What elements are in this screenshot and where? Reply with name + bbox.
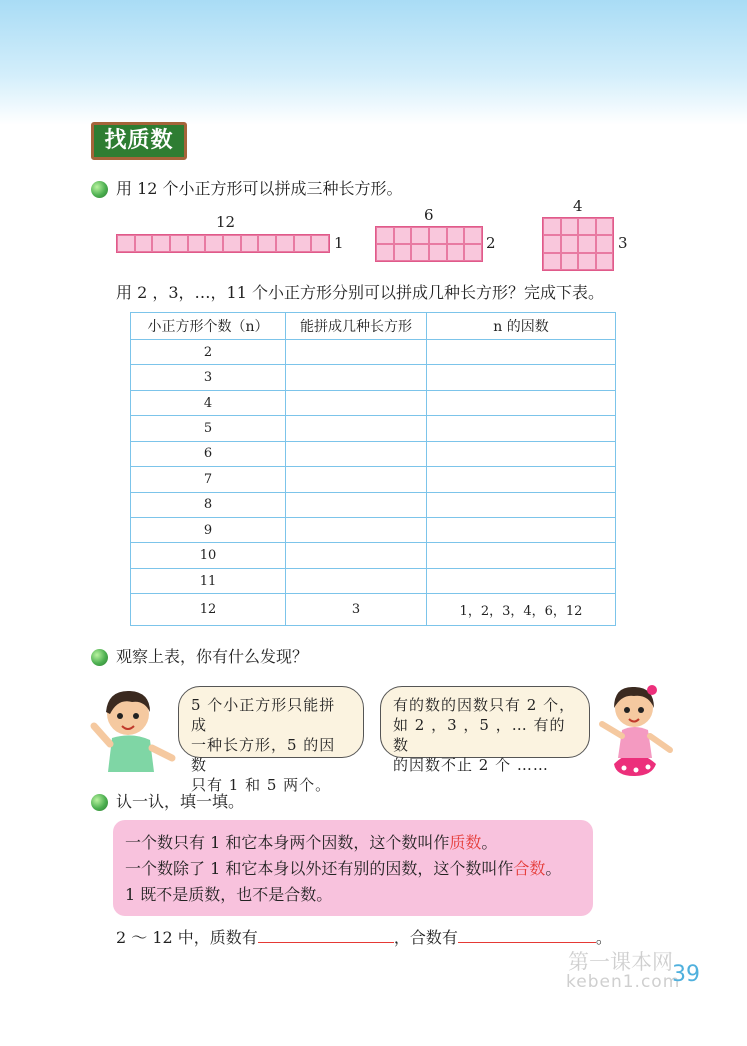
table-cell-factors[interactable] bbox=[427, 390, 616, 415]
table-row bbox=[131, 416, 616, 441]
girl-bubble-line: 的因数不止 2 个 …… bbox=[393, 756, 549, 774]
unit-square bbox=[596, 218, 614, 235]
unit-square bbox=[223, 235, 241, 252]
header-n: 小正方形个数（n） bbox=[131, 313, 286, 340]
header-band bbox=[0, 0, 747, 125]
unit-square bbox=[152, 235, 170, 252]
table-cell-count[interactable] bbox=[286, 492, 427, 517]
unit-square bbox=[596, 253, 614, 270]
fill-in-line: 2 ～ 12 中，质数有 ，合数有 。 bbox=[116, 928, 612, 947]
header-count: 能拼成几种长方形 bbox=[286, 313, 427, 340]
rectangle-12x1 bbox=[116, 234, 330, 253]
table-cell-count[interactable] bbox=[286, 365, 427, 390]
unit-square bbox=[447, 244, 465, 261]
intro-text: 用 12 个小正方形可以拼成三种长方形。 bbox=[116, 179, 403, 198]
observe-prompt: 观察上表，你有什么发现？ bbox=[116, 647, 309, 666]
unit-square bbox=[376, 244, 394, 261]
unit-square bbox=[429, 244, 447, 261]
table-cell-count[interactable] bbox=[286, 390, 427, 415]
factor-table bbox=[130, 312, 616, 626]
watermark-cn: 第一课本网 bbox=[568, 950, 673, 974]
unit-square bbox=[561, 253, 579, 270]
rect-b-top-label: 6 bbox=[424, 206, 434, 224]
green-bullet-icon bbox=[91, 181, 108, 198]
table-cell-count[interactable] bbox=[286, 467, 427, 492]
rect-a-top-label: 12 bbox=[216, 213, 236, 231]
boy-bubble-line: 只有 1 和 5 两个。 bbox=[191, 776, 332, 794]
table-row bbox=[131, 492, 616, 517]
table-cell-factors[interactable] bbox=[427, 492, 616, 517]
definition-one: 1 既不是质数，也不是合数。 bbox=[125, 885, 333, 904]
unit-square bbox=[170, 235, 188, 252]
rectangle-6x2 bbox=[375, 226, 483, 262]
rect-c-top-label: 4 bbox=[573, 197, 583, 215]
table-cell-count[interactable] bbox=[286, 441, 427, 466]
table-cell-n: 11 bbox=[131, 568, 286, 593]
table-cell-n: 9 bbox=[131, 517, 286, 542]
unit-square bbox=[447, 227, 465, 244]
definition-box bbox=[113, 820, 593, 916]
table-cell-factors[interactable] bbox=[427, 517, 616, 542]
watermark-url: keben1.com bbox=[566, 972, 681, 992]
term-composite: 合数 bbox=[513, 859, 546, 878]
unit-square bbox=[135, 235, 153, 252]
table-cell-factors[interactable] bbox=[427, 416, 616, 441]
table-row bbox=[131, 543, 616, 568]
table-cell-n: 12 bbox=[131, 594, 286, 626]
instruction-text: 用 2 ，3，…，11 个小正方形分别可以拼成几种长方形？完成下表。 bbox=[116, 283, 604, 302]
unit-square bbox=[464, 227, 482, 244]
unit-square bbox=[561, 218, 579, 235]
table-cell-n: 8 bbox=[131, 492, 286, 517]
unit-square bbox=[376, 227, 394, 244]
table-cell-factors[interactable] bbox=[427, 543, 616, 568]
section-title-badge: 找质数 bbox=[91, 122, 187, 160]
definition-prime: 一个数只有 1 和它本身两个因数，这个数叫作质数。 bbox=[125, 833, 498, 852]
table-cell-n: 2 bbox=[131, 340, 286, 365]
unit-square bbox=[543, 218, 561, 235]
unit-square bbox=[258, 235, 276, 252]
boy-bubble-line: 一种长方形，5 的因数 bbox=[191, 736, 336, 774]
table-cell-count[interactable] bbox=[286, 517, 427, 542]
boy-speech-bubble bbox=[178, 686, 364, 794]
composite-answer-blank[interactable] bbox=[458, 928, 596, 943]
unit-square bbox=[429, 227, 447, 244]
table-row bbox=[131, 467, 616, 492]
green-bullet-icon bbox=[91, 794, 108, 811]
rectangle-4x3 bbox=[542, 217, 614, 271]
table-cell-factors[interactable] bbox=[427, 467, 616, 492]
unit-square bbox=[394, 244, 412, 261]
unit-square bbox=[205, 235, 223, 252]
recognize-prompt: 认一认，填一填。 bbox=[116, 792, 245, 811]
rect-c-side-label: 3 bbox=[618, 234, 628, 252]
table-cell-n: 7 bbox=[131, 467, 286, 492]
unit-square bbox=[294, 235, 312, 252]
table-cell-n: 5 bbox=[131, 416, 286, 441]
table-cell-count[interactable] bbox=[286, 340, 427, 365]
table-row bbox=[131, 441, 616, 466]
table-cell-n: 4 bbox=[131, 390, 286, 415]
table-row bbox=[131, 517, 616, 542]
boy-illustration bbox=[88, 682, 178, 774]
green-bullet-icon bbox=[91, 649, 108, 666]
table-cell-n: 3 bbox=[131, 365, 286, 390]
rect-a-side-label: 1 bbox=[334, 234, 344, 252]
table-cell-count[interactable] bbox=[286, 543, 427, 568]
table-cell-count[interactable] bbox=[286, 416, 427, 441]
unit-square bbox=[411, 244, 429, 261]
table-row bbox=[131, 365, 616, 390]
girl-speech-bubble bbox=[380, 686, 590, 774]
table-cell-count[interactable] bbox=[286, 568, 427, 593]
unit-square bbox=[276, 235, 294, 252]
unit-square bbox=[578, 235, 596, 252]
table-cell-n: 6 bbox=[131, 441, 286, 466]
rect-b-side-label: 2 bbox=[486, 234, 496, 252]
unit-square bbox=[241, 235, 259, 252]
unit-square bbox=[464, 244, 482, 261]
unit-square bbox=[543, 235, 561, 252]
unit-square bbox=[117, 235, 135, 252]
unit-square bbox=[578, 218, 596, 235]
table-row bbox=[131, 340, 616, 365]
table-cell-n: 10 bbox=[131, 543, 286, 568]
page-number: 39 bbox=[672, 962, 700, 987]
table-row bbox=[131, 594, 616, 626]
unit-square bbox=[311, 235, 329, 252]
header-factors: n 的因数 bbox=[427, 313, 616, 340]
girl-illustration bbox=[596, 678, 678, 778]
unit-square bbox=[411, 227, 429, 244]
table-header-row bbox=[131, 313, 616, 340]
table-row bbox=[131, 390, 616, 415]
unit-square bbox=[543, 253, 561, 270]
table-row bbox=[131, 568, 616, 593]
unit-square bbox=[561, 235, 579, 252]
prime-answer-blank[interactable] bbox=[258, 928, 394, 943]
unit-square bbox=[596, 235, 614, 252]
definition-composite: 一个数除了 1 和它本身以外还有别的因数，这个数叫作合数。 bbox=[125, 859, 562, 878]
table-cell-count[interactable]: 3 bbox=[286, 594, 427, 626]
table-cell-factors[interactable]: 1，2，3，4，6，12 bbox=[427, 594, 616, 626]
table-cell-factors[interactable] bbox=[427, 340, 616, 365]
table-cell-factors[interactable] bbox=[427, 441, 616, 466]
unit-square bbox=[578, 253, 596, 270]
term-prime: 质数 bbox=[449, 833, 482, 852]
girl-bubble-line: 有的数的因数只有 2 个， bbox=[393, 696, 576, 714]
unit-square bbox=[394, 227, 412, 244]
boy-bubble-line: 5 个小正方形只能拼成 bbox=[191, 696, 336, 734]
unit-square bbox=[188, 235, 206, 252]
girl-bubble-line: 如 2 ，3 ，5 ，… 有的数 bbox=[393, 716, 566, 754]
table-cell-factors[interactable] bbox=[427, 365, 616, 390]
table-cell-factors[interactable] bbox=[427, 568, 616, 593]
